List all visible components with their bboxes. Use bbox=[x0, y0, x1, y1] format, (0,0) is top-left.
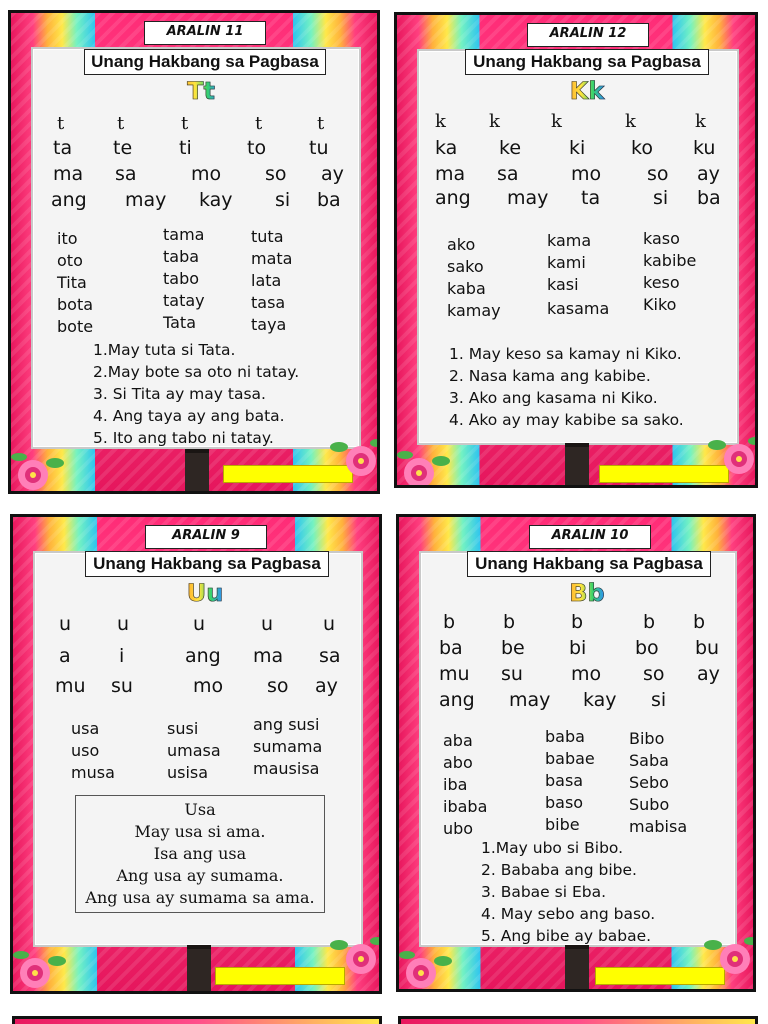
next-card-top-edge bbox=[12, 1016, 382, 1024]
vocab-word: iba bbox=[443, 775, 468, 794]
syllable: b bbox=[443, 611, 456, 633]
letter-row bbox=[397, 111, 758, 135]
vocab-word: tama bbox=[163, 225, 205, 244]
vocab-word: baba bbox=[545, 727, 585, 746]
vocab-word: oto bbox=[57, 251, 83, 270]
syllable: ta bbox=[53, 137, 73, 159]
page-title: Unang Hakbang sa Pagbasa bbox=[85, 551, 329, 577]
word: ba bbox=[317, 189, 341, 211]
syllable-row bbox=[11, 137, 380, 163]
syllable: u bbox=[59, 613, 72, 635]
story-title: Usa bbox=[184, 800, 216, 819]
word-row bbox=[399, 663, 756, 689]
word: ta bbox=[581, 187, 601, 209]
syllable: t bbox=[117, 113, 125, 134]
vocab-word: ako bbox=[447, 235, 476, 254]
vocab-word: bota bbox=[57, 295, 94, 314]
syllable: ka bbox=[435, 137, 458, 159]
syllable: k bbox=[551, 111, 562, 132]
board-post bbox=[565, 443, 589, 488]
word: ang bbox=[51, 189, 87, 211]
next-card-top-edge bbox=[398, 1016, 758, 1024]
vocab-word: mabisa bbox=[629, 817, 688, 836]
vocab-word: musa bbox=[71, 763, 115, 782]
flower-icon bbox=[11, 445, 69, 493]
story-box bbox=[75, 795, 325, 913]
yellow-label-bar bbox=[215, 967, 345, 985]
word: so bbox=[265, 163, 287, 185]
vocab-word: Tita bbox=[57, 273, 87, 292]
vocab-word: babae bbox=[545, 749, 595, 768]
syllable: k bbox=[695, 111, 706, 132]
word: ang bbox=[435, 187, 471, 209]
flower-icon bbox=[701, 931, 756, 979]
vocab-word: sumama bbox=[253, 737, 323, 756]
vocab-word: Tata bbox=[163, 313, 197, 332]
vocab-word: kabibe bbox=[643, 251, 697, 270]
vocab-word: mausisa bbox=[253, 759, 320, 778]
syllable: k bbox=[625, 111, 636, 132]
word: mu bbox=[439, 663, 470, 685]
word: ay bbox=[321, 163, 344, 185]
featured-letter: Kk bbox=[557, 77, 617, 107]
story-line: Ang usa ay sumama. bbox=[116, 866, 284, 885]
syllable-row bbox=[399, 637, 756, 663]
lesson-label: ARALIN 10 bbox=[529, 525, 651, 549]
syllable: tu bbox=[309, 137, 329, 159]
flower-icon bbox=[397, 443, 455, 488]
featured-letter: Uu bbox=[175, 579, 235, 609]
sentence: 1. May keso sa kamay ni Kiko. bbox=[449, 345, 682, 363]
word: su bbox=[501, 663, 523, 685]
vocab-word: keso bbox=[643, 273, 680, 292]
vocab-word: taba bbox=[163, 247, 200, 266]
syllable: ma bbox=[253, 645, 284, 667]
sentence: 3. Si Tita ay may tasa. bbox=[93, 385, 266, 403]
word: ma bbox=[53, 163, 84, 185]
flower-icon bbox=[13, 943, 71, 991]
word: mo bbox=[571, 663, 602, 685]
syllable: b bbox=[571, 611, 584, 633]
lesson-label: ARALIN 9 bbox=[145, 525, 267, 549]
featured-letter: Bb bbox=[557, 579, 617, 609]
lesson-card-aralin-11 bbox=[8, 10, 380, 494]
vocab-word: uso bbox=[71, 741, 100, 760]
syllable: bu bbox=[695, 637, 720, 659]
word: ma bbox=[435, 163, 466, 185]
syllable: t bbox=[255, 113, 263, 134]
sentence: 2. Nasa kama ang kabibe. bbox=[449, 367, 651, 385]
sentence: 5. Ang bibe ay babae. bbox=[481, 927, 652, 945]
word: mo bbox=[571, 163, 602, 185]
vocab-word: bote bbox=[57, 317, 94, 336]
vocab-word: ibaba bbox=[443, 797, 488, 816]
vocab-word: baso bbox=[545, 793, 584, 812]
story-line: May usa si ama. bbox=[134, 822, 266, 841]
vocab-word: usa bbox=[71, 719, 100, 738]
vocab-word: tasa bbox=[251, 293, 286, 312]
vocab-word: sako bbox=[447, 257, 484, 276]
word: sa bbox=[115, 163, 137, 185]
sentence: 1.May ubo si Bibo. bbox=[481, 839, 624, 857]
board-post bbox=[187, 945, 211, 994]
word: may bbox=[509, 689, 551, 711]
syllable: u bbox=[323, 613, 336, 635]
vocab-word: kama bbox=[547, 231, 592, 250]
vocab-word: susi bbox=[167, 719, 199, 738]
lesson-card-aralin-10 bbox=[396, 514, 756, 992]
vocab-word: kaso bbox=[643, 229, 680, 248]
lesson-card-aralin-9 bbox=[10, 514, 382, 994]
sentence: 1.May tuta si Tata. bbox=[93, 341, 236, 359]
syllable: a bbox=[59, 645, 71, 667]
word: ay bbox=[697, 663, 720, 685]
word: ay bbox=[315, 675, 338, 697]
vocab-word: kasama bbox=[547, 299, 610, 318]
sentence: 3. Babae si Eba. bbox=[481, 883, 607, 901]
syllable: i bbox=[119, 645, 125, 667]
vocab-word: tabo bbox=[163, 269, 200, 288]
word: si bbox=[275, 189, 291, 211]
featured-letter: Tt bbox=[171, 77, 231, 107]
letter-row bbox=[13, 613, 382, 639]
flower-icon bbox=[399, 943, 457, 991]
syllable-row bbox=[13, 645, 382, 671]
lesson-label: ARALIN 11 bbox=[144, 21, 266, 45]
sentence: 4. May sebo ang baso. bbox=[481, 905, 656, 923]
syllable: be bbox=[501, 637, 525, 659]
word: sa bbox=[497, 163, 519, 185]
sentence: 5. Ito ang tabo ni tatay. bbox=[93, 429, 274, 447]
page-title: Unang Hakbang sa Pagbasa bbox=[467, 551, 711, 577]
letter-row bbox=[11, 113, 380, 137]
syllable: b bbox=[693, 611, 706, 633]
syllable: ku bbox=[693, 137, 716, 159]
word-row bbox=[13, 675, 382, 701]
vocab-word: abo bbox=[443, 753, 473, 772]
vocab-word: umasa bbox=[167, 741, 221, 760]
syllable: ba bbox=[439, 637, 463, 659]
page-title: Unang Hakbang sa Pagbasa bbox=[465, 49, 709, 75]
flower-icon bbox=[705, 431, 758, 479]
vocab-word: Bibo bbox=[629, 729, 665, 748]
vocab-word: kami bbox=[547, 253, 586, 272]
lesson-label: ARALIN 12 bbox=[527, 23, 649, 47]
word: ba bbox=[697, 187, 721, 209]
lesson-card-aralin-12 bbox=[394, 12, 758, 488]
letter-row bbox=[399, 611, 756, 637]
vocab-word: aba bbox=[443, 731, 473, 750]
syllable: ang bbox=[185, 645, 221, 667]
flower-icon bbox=[327, 433, 380, 481]
syllable: t bbox=[181, 113, 189, 134]
syllable: ko bbox=[631, 137, 653, 159]
syllable: bi bbox=[569, 637, 587, 659]
vocab-word: tuta bbox=[251, 227, 284, 246]
flower-icon bbox=[327, 931, 382, 979]
vocab-word: ang susi bbox=[253, 715, 320, 734]
syllable: ti bbox=[179, 137, 192, 159]
word: may bbox=[125, 189, 167, 211]
word: mo bbox=[191, 163, 222, 185]
board-post bbox=[565, 945, 589, 992]
vocab-word: basa bbox=[545, 771, 584, 790]
sentence: 2. Bababa ang bibe. bbox=[481, 861, 637, 879]
vocab-word: mata bbox=[251, 249, 293, 268]
word: kay bbox=[199, 189, 233, 211]
vocab-word: kaba bbox=[447, 279, 486, 298]
syllable: t bbox=[57, 113, 65, 134]
sentence: 3. Ako ang kasama ni Kiko. bbox=[449, 389, 658, 407]
word-row bbox=[11, 189, 380, 215]
vocab-word: bibe bbox=[545, 815, 580, 834]
syllable: sa bbox=[319, 645, 341, 667]
vocab-word: Sebo bbox=[629, 773, 669, 792]
word-row bbox=[11, 163, 380, 189]
vocab-word: taya bbox=[251, 315, 287, 334]
word: kay bbox=[583, 689, 617, 711]
word-row bbox=[399, 689, 756, 715]
word: si bbox=[653, 187, 669, 209]
word: so bbox=[267, 675, 289, 697]
word: ay bbox=[697, 163, 720, 185]
syllable: k bbox=[435, 111, 446, 132]
word: mu bbox=[55, 675, 86, 697]
syllable: u bbox=[117, 613, 130, 635]
page-title: Unang Hakbang sa Pagbasa bbox=[84, 49, 326, 75]
sentence: 4. Ako ay may kabibe sa sako. bbox=[449, 411, 684, 429]
word: so bbox=[643, 663, 665, 685]
word: may bbox=[507, 187, 549, 209]
vocab-word: kamay bbox=[447, 301, 501, 320]
word: si bbox=[651, 689, 667, 711]
vocab-word: ito bbox=[57, 229, 78, 248]
syllable: ke bbox=[499, 137, 522, 159]
syllable: ki bbox=[569, 137, 586, 159]
word-row bbox=[397, 187, 758, 213]
syllable: te bbox=[113, 137, 133, 159]
syllable: u bbox=[193, 613, 206, 635]
vocab-word: usisa bbox=[167, 763, 209, 782]
word: ang bbox=[439, 689, 475, 711]
vocab-word: Subo bbox=[629, 795, 670, 814]
word: su bbox=[111, 675, 133, 697]
syllable: b bbox=[503, 611, 516, 633]
story-line: Isa ang usa bbox=[153, 844, 247, 863]
syllable: k bbox=[489, 111, 500, 132]
vocab-word: Saba bbox=[629, 751, 669, 770]
vocab-word: kasi bbox=[547, 275, 579, 294]
syllable-row bbox=[397, 137, 758, 163]
board-post bbox=[185, 449, 209, 494]
vocab-word: ubo bbox=[443, 819, 474, 838]
word: mo bbox=[193, 675, 224, 697]
vocab-word: Kiko bbox=[643, 295, 677, 314]
syllable: t bbox=[317, 113, 325, 134]
syllable: bo bbox=[635, 637, 659, 659]
sentence: 4. Ang taya ay ang bata. bbox=[93, 407, 285, 425]
vocab-word: tatay bbox=[163, 291, 205, 310]
sentence: 2.May bote sa oto ni tatay. bbox=[93, 363, 300, 381]
syllable: u bbox=[261, 613, 274, 635]
vocab-word: lata bbox=[251, 271, 282, 290]
word-row bbox=[397, 163, 758, 189]
syllable: b bbox=[643, 611, 656, 633]
word: so bbox=[647, 163, 669, 185]
syllable: to bbox=[247, 137, 267, 159]
story-line: Ang usa ay sumama sa ama. bbox=[85, 888, 315, 907]
